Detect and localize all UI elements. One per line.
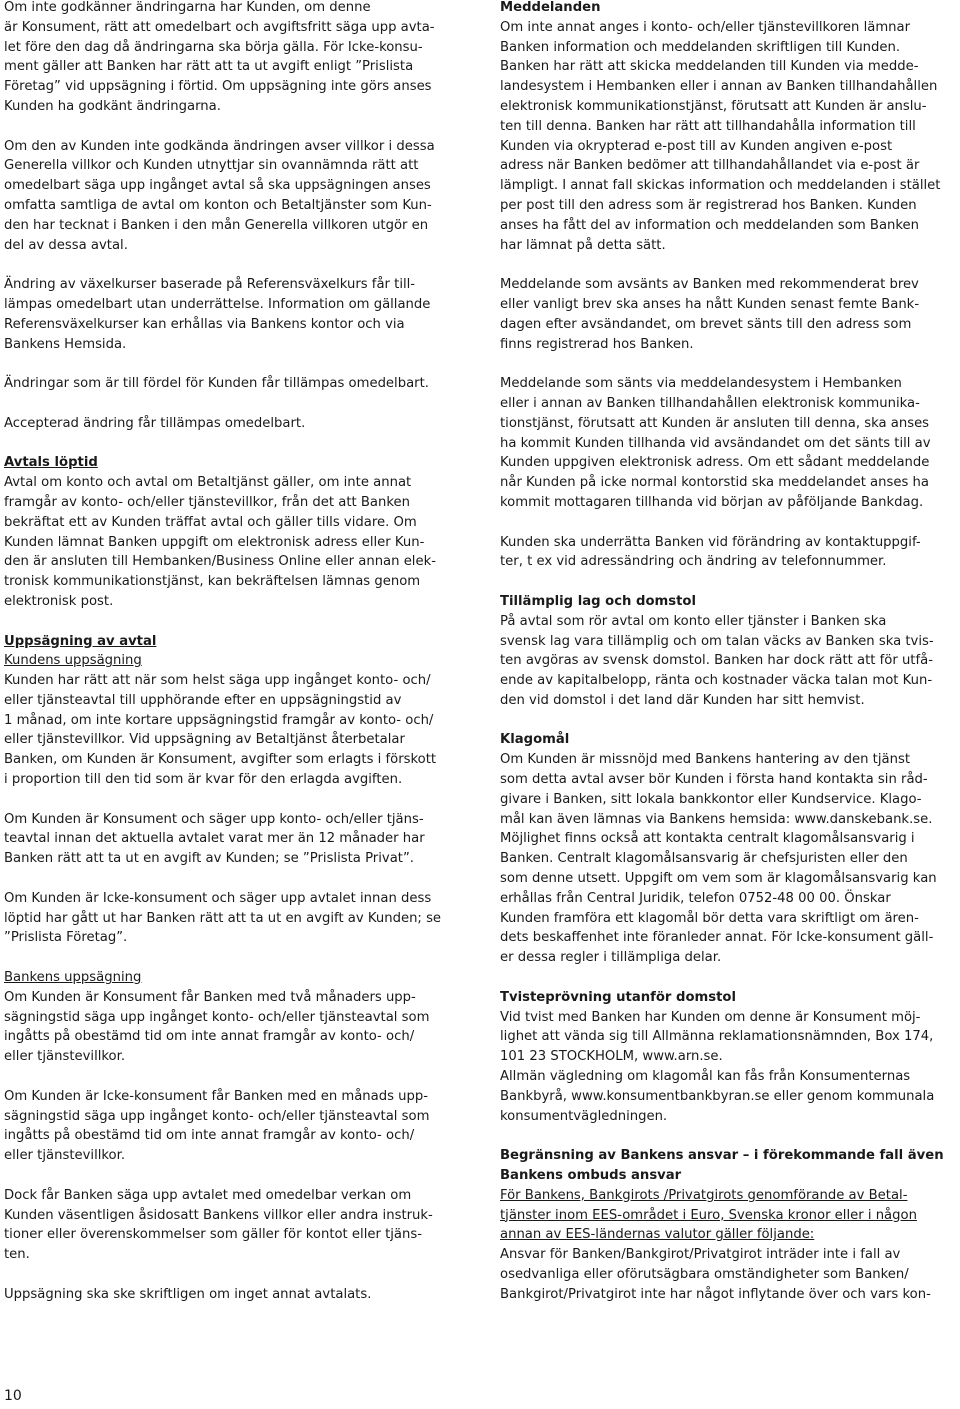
paragraph-omedelbar-verkan: Dock får Banken säga upp avtalet med omedelbar verkan om Kunden väsentligen åsidosatt Bankens villkor eller andra instruk- tioner eller överenskommelser som gäller för kontot eller tjäns- ten. xyxy=(4,1187,433,1263)
section-meddelanden xyxy=(500,0,960,255)
section-begransning-ansvar xyxy=(500,1146,960,1304)
section-bankens-uppsagning xyxy=(4,968,464,1067)
paragraph-accepterad-andring: Accepterad ändring får tillämpas omedelbart. xyxy=(4,415,306,431)
heading-klagomal: Klagomål xyxy=(500,732,570,748)
section-uppsagning xyxy=(4,632,464,790)
heading-tillamplig-lag: Tillämplig lag och domstol xyxy=(500,593,696,609)
section-klagomal xyxy=(500,730,960,968)
right-column xyxy=(500,0,960,1324)
paragraph-fordel-kunden: Ändringar som är till fördel för Kunden får tillämpas omedelbart. xyxy=(4,376,429,392)
heading-uppsagning-av-avtal: Uppsägning av avtal xyxy=(4,633,157,649)
subheading-bankens-uppsagning: Bankens uppsägning xyxy=(4,970,142,986)
heading-meddelanden: Meddelanden xyxy=(500,0,601,15)
paragraph-tvisteprovning: Vid tvist med Banken har Kunden om denne är Konsument möj- lighet att vända sig till Allmänna reklamationsnämnden, Box 174, 101 23 STOCKHOLM, www.arn.se. Allmän vägledning om klagomål kan fås från Konsumenternas Bankbyrå, www.konsumentbankbyran.se eller genom kommunala konsumentvägledningen. xyxy=(500,1009,935,1124)
underlined-ees-betaltjanster: För Bankens, Bankgirots /Privatgirots genomförande av Betal- tjänster inom EES-området i Euro, Svenska kronor eller i någon annan av EES-ländernas valutor gäller följande: xyxy=(500,1187,917,1243)
heading-avtals-loptid: Avtals löptid xyxy=(4,455,98,471)
paragraph-kundens-uppsagning: Kunden har rätt att när som helst säga upp ingånget konto- och/ eller tjänsteavtal till upphörande efter en uppsägningstid av 1 månad, om inte kortare uppsägningstid framgår av konto- och/ eller tjänstevillkor. Vid uppsägning av Betaltjänst återbetalar Banken, om Kunden är Konsument, avgifter som erlagts i förskott i proportion till den tid som är kvar för den erlagda avgiften. xyxy=(4,673,437,788)
paragraph-bankens-uppsagning-icke-konsument: Om Kunden är Icke-konsument får Banken med en månads upp- sägningstid säga upp ingånget konto- och/eller tjänsteavtal som ingåtts på obestämd tid om inte annat framgår av konto- och/ eller tjänstevillkor. xyxy=(4,1088,430,1164)
paragraph-vaxelkurser: Ändring av växelkurser baserade på Referensväxelkurs får till- lämpas omedelbart utan underrättelse. Information om gällande Referensväxelkurser kan erhållas via Bankens kontor och via Bankens Hemsida. xyxy=(4,277,431,352)
paragraph-icke-konsument-uppsagning: Om Kunden är Icke-konsument och säger upp avtalet innan dess löptid har gått ut har Banken rätt att ta ut en avgift av Kunden; se ”Prislista Företag”. xyxy=(4,890,442,946)
subheading-kundens-uppsagning: Kundens uppsägning xyxy=(4,653,142,669)
left-column xyxy=(4,0,464,1324)
paragraph-meddelandesystem: Meddelande som sänts via meddelandesystem i Hembanken eller i annan av Banken tillhandahållen elektronisk kommunika- tionstjänst, förutsatt att Kunden är ansluten till denna, ska anses ha kommit Kunden tillhanda vid avsändandet om det sänts till av Kunden uppgiven elektronisk adress. Om ett sådant meddelande når Kunden på icke normal kontorstid ska meddelandet anses ha kommit mottagaren tillhanda vid början av påföljande Bankdag. xyxy=(500,376,931,510)
section-tillamplig-lag xyxy=(500,592,960,711)
paragraph-meddelanden: Om inte annat anges i konto- och/eller tjänstevillkoren lämnar Banken information och meddelanden skriftligen till Kunden. Banken har rätt att skicka meddelanden till Kunden via medde- landesystem i Hembanken eller i annan av Banken tillhandahållen elektronisk kommunikationstjänst, förutsatt att Kunden är anslu- ten till denna. Banken har rätt att tillhandahålla information till Kunden via okrypterad e-post till av Kunden angiven e-post adress när Banken bedömer att tillhandahållandet via e-post är lämpligt. I annat fall skickas information och meddelanden i stället per post till den adress som är registrerad hos Banken. Kunden anses ha fått del av information och meddelanden som Banken har lämnat på detta sätt. xyxy=(500,19,941,253)
heading-tvisteprovning: Tvisteprövning utanför domstol xyxy=(500,989,736,1005)
paragraph-andringar-uppsagning: Om inte godkänner ändringarna har Kunden, om denne är Konsument, rätt att omedelbart och avgiftsfritt säga upp avta- let före den dag då ändringarna ska börja gälla. För Icke-konsu- ment gäller att Banken har rätt att ta ut avgift enligt ”Prislista Företag” vid uppsägning i förtid. Om uppsägning inte görs anses Kunden ha godkänt ändringarna. xyxy=(4,0,435,114)
paragraph-skriftlig-uppsagning: Uppsägning ska ske skriftligen om inget annat avtalats. xyxy=(4,1286,372,1302)
paragraph-tillamplig-lag: På avtal som rör avtal om konto eller tjänster i Banken ska svensk lag vara tillämplig och om talan väcks av Banken ska tvis- ten avgöras av svensk domstol. Banken har dock rätt att för utfå- ende av kapitalbelopp, ränta och kostnader väcka talan mot Kun- den vid domstol i det land där Kunden har sitt hemvist. xyxy=(500,613,934,708)
paragraph-kontaktuppgifter: Kunden ska underrätta Banken vid förändring av kontaktuppgif- ter, t ex vid adressändring och ändring av telefonnummer. xyxy=(500,534,921,570)
paragraph-bankens-uppsagning-konsument: Om Kunden är Konsument får Banken med två månaders upp- sägningstid säga upp ingånget konto- och/eller tjänsteavtal som ingåtts på obestämd tid om inte annat framgår av konto- och/ eller tjänstevillkor. xyxy=(4,989,430,1065)
section-tvisteprovning xyxy=(500,988,960,1127)
paragraph-rekommenderat-brev: Meddelande som avsänts av Banken med rekommenderat brev eller vanligt brev ska anses ha nått Kunden senast femte Bank- dagen efter avsändandet, om brevet sänts till den adress som finns registrerad hos Banken. xyxy=(500,277,920,352)
paragraph-avtals-loptid: Avtal om konto och avtal om Betaltjänst gäller, om inte annat framgår av konto- och/eller tjänstevillkor, från det att Banken bekräftat ett av Kunden träffat avtal och gäller tills vidare. Om Kunden lämnat Banken uppgift om elektronisk adress eller Kun- den är ansluten till Hembanken/Business Online eller annan elek- tronisk kommunikationstjänst, kan bekräftelsen lämnas genom elektronisk post. xyxy=(4,475,436,609)
paragraph-ansvar-banken: Ansvar för Banken/Bankgirot/Privatgirot inträder inte i fall av osedvanliga eller oförutsägbara omständigheter som Banken/ Bankgirot/Privatgirot inte har något inflytande över och vars kon- xyxy=(500,1247,931,1302)
paragraph-konsument-uppsagning: Om Kunden är Konsument och säger upp konto- och/eller tjäns- teavtal innan det aktuella avtalet varat mer än 12 månader har Banken rätt att ta ut en avgift av Kunden; se ”Prislista Privat”. xyxy=(4,811,425,867)
heading-begransning-ansvar: Begränsning av Bankens ansvar – i förekommande fall även Bankens ombuds ansvar xyxy=(500,1148,944,1184)
page-number: 10 xyxy=(4,1388,22,1404)
paragraph-ej-godkand-andring: Om den av Kunden inte godkända ändringen avser villkor i dessa Generella villkor och Kunden utnyttjar sin ovannämnda rätt att omedelbart säga upp ingånget avtal så ska uppsägningen anses omfatta samtliga de avtal om konton och Betaltjänster som Kun- den har tecknat i Banken i den mån Generella villkoren utgör en del av dessa avtal. xyxy=(4,138,435,253)
paragraph-klagomal: Om Kunden är missnöjd med Bankens hantering av den tjänst som detta avtal avser bör Kunden i första hand kontakta sin råd- givare i Banken, sitt lokala bankkontor eller Kundservice. Klago- mål kan även lämnas via Bankens hemsida: www.danskebank.se. Möjlighet finns också att kontakta centralt klagomålsansvarig i Banken. Centralt klagomålsansvarig är chefsjuristen eller den som denne utsett. Uppgift om vem som är klagomålsansvarig kan erhållas från Central Juridik, telefon 0752-48 00 00. Önskar Kunden framföra ett klagomål bör detta vara skriftligt om ären- dets beskaffenhet inte föranleder annat. För Icke-konsument gäll- er dessa regler i tillämpliga delar. xyxy=(500,752,937,966)
section-avtals-loptid xyxy=(4,453,464,611)
